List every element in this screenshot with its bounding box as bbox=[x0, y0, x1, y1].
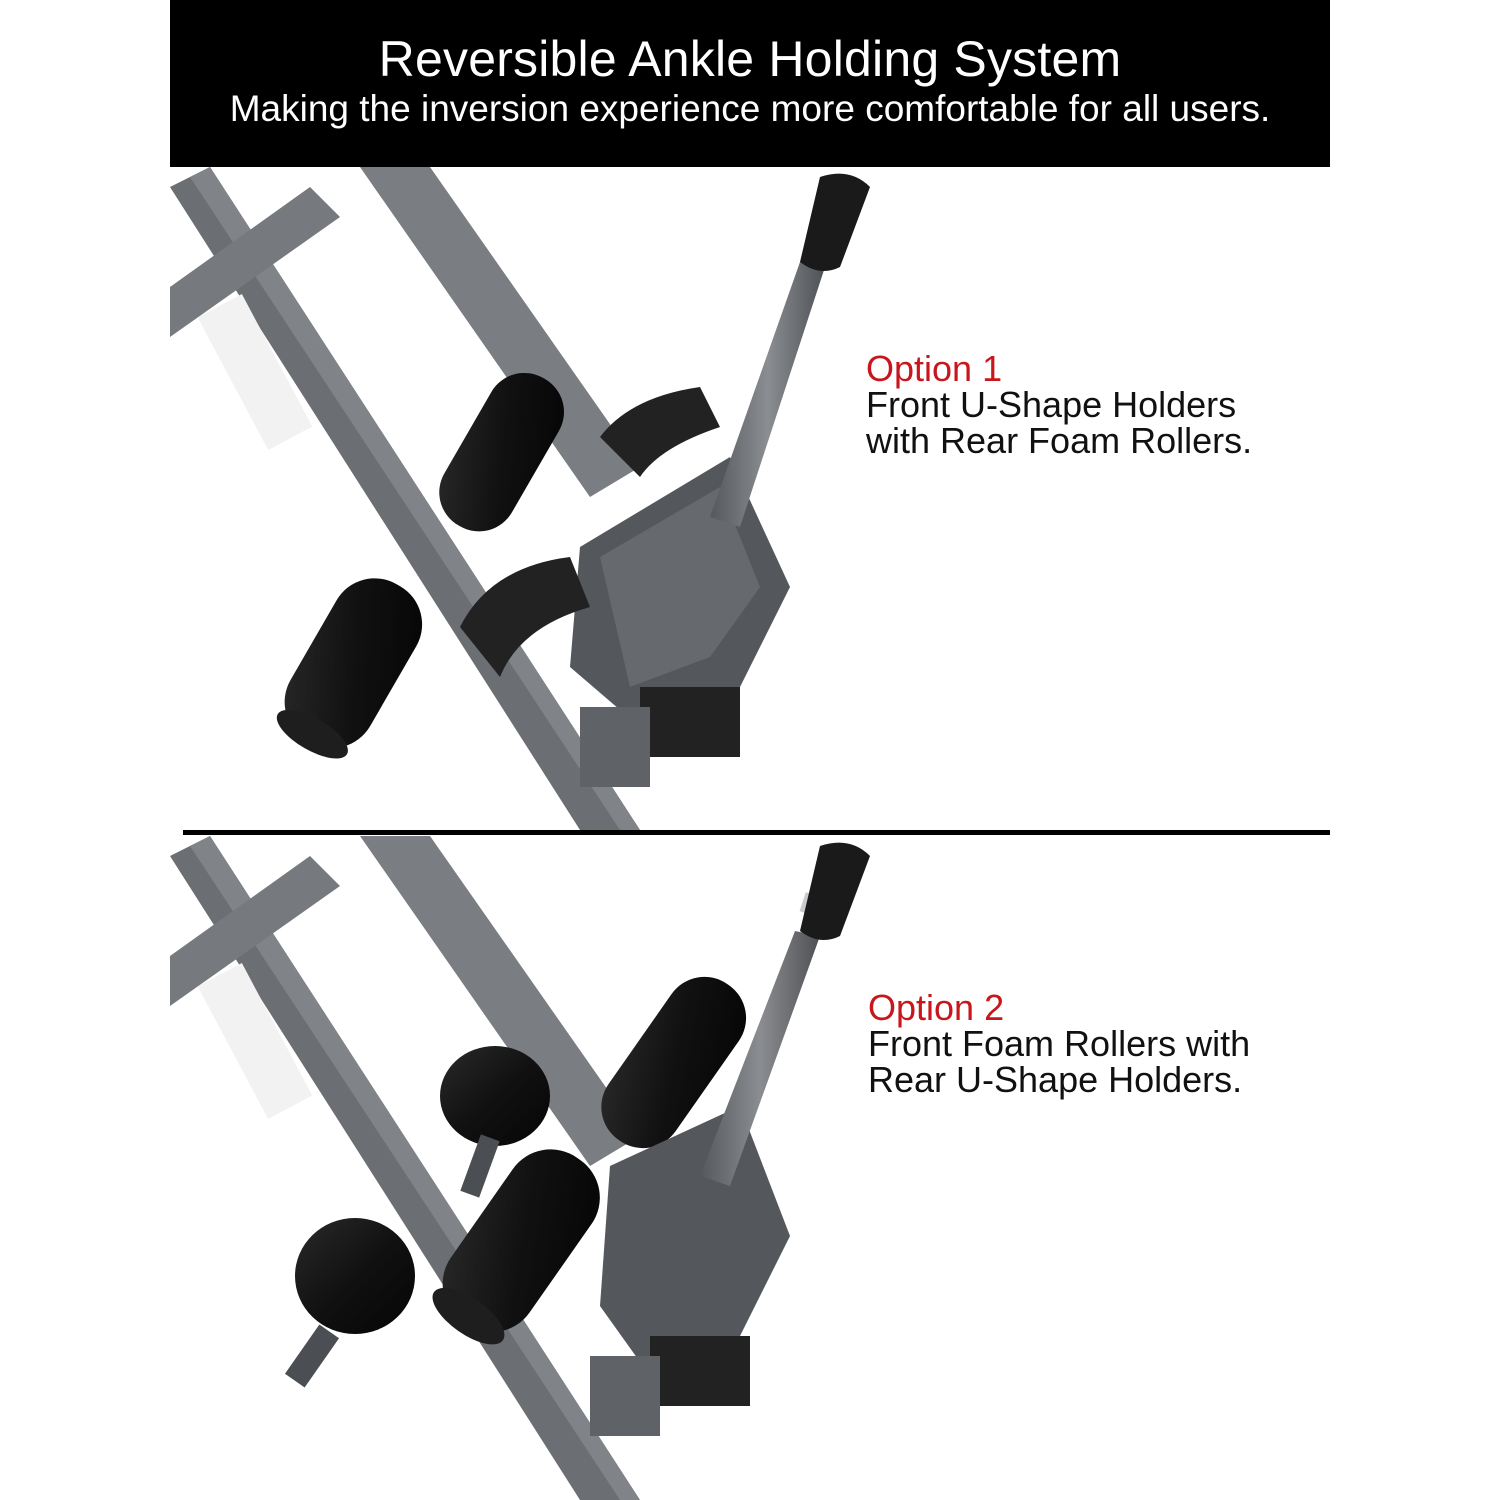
option-1-line-1: Front U-Shape Holders bbox=[866, 384, 1237, 425]
option-2-line-2: Rear U-Shape Holders. bbox=[868, 1059, 1243, 1100]
option-2-text bbox=[868, 987, 1251, 1100]
pole-handle bbox=[800, 843, 870, 940]
rear-u-shape-holder-lower bbox=[285, 1218, 415, 1387]
option-1-label: Option 1 bbox=[866, 348, 1003, 389]
adjustment-pole bbox=[710, 262, 825, 527]
banner-subtitle: Making the inversion experience more comfortable for all users. bbox=[229, 88, 1271, 129]
option-2-line-1: Front Foam Rollers with bbox=[868, 1023, 1251, 1064]
pole-handle bbox=[800, 174, 870, 271]
header-banner bbox=[170, 0, 1330, 167]
section-divider bbox=[183, 830, 1330, 835]
ankle-bracket bbox=[600, 1106, 790, 1376]
rear-foam-roller-lower bbox=[265, 562, 439, 771]
option-1-text bbox=[866, 348, 1253, 461]
option-1-line-2: with Rear Foam Rollers. bbox=[866, 420, 1253, 461]
option-1-product-image bbox=[170, 167, 930, 830]
option-2-product-image bbox=[170, 836, 930, 1500]
banner-title: Reversible Ankle Holding System bbox=[378, 31, 1122, 87]
option-2-label: Option 2 bbox=[868, 987, 1005, 1028]
